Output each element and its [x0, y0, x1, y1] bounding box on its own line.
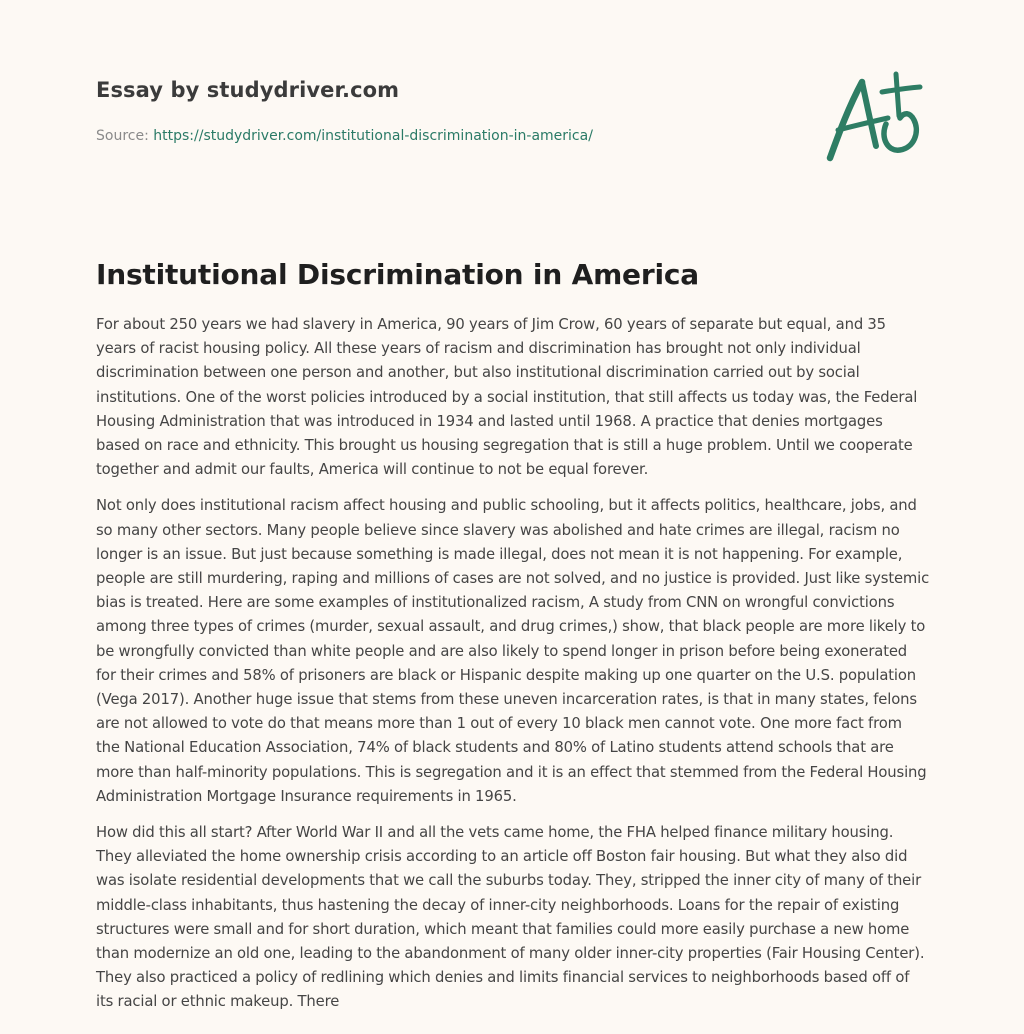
source-link[interactable]: https://studydriver.com/institutional-discrimination-in-america/ [153, 128, 593, 144]
a-plus-logo-graphic [820, 68, 930, 168]
essay-body [96, 313, 930, 1027]
essay-paragraph-2: Not only does institutional racism affect housing and public schooling, but it affects politics, healthcare, jobs, and so many other sectors. Many people believe since slavery was abolished and hate crimes are illegal, racism no longer is an issue. But just because something is made illegal, does not mean it is not happening. For example, people are still murdering, raping and millions of cases are not solved, and no justice is provided. Just like systemic bias is treated. Here are some examples of institutionalized racism, A study from CNN on wrongful convictions among three types of crimes (murder, sexual assault, and drug crimes,) show, that black people are more likely to be wrongfully convicted than white people and are also likely to spend longer in prison before being exonerated for their crimes and 58% of prisoners are black or Hispanic despite making up one quarter on the U.S. population (Vega 2017). Another huge issue that stems from these uneven incarceration rates, is that in many states, felons are not allowed to vote do that means more than 1 out of every 10 black men cannot vote. One more fact from the National Education Association, 74% of black students and 80% of Latino students attend schools that are more than half-minority populations. This is segregation and it is an effect that stemmed from the Federal Housing Administration Mortgage Insurance requirements in 1965. [96, 497, 930, 805]
essay-title: Institutional Discrimination in America [96, 258, 699, 291]
source-line [96, 126, 796, 146]
source-label: Source: [96, 128, 149, 144]
essay-paragraph-3: How did this all start? After World War II and all the vets came home, the FHA helped finance military housing. They alleviated the home ownership crisis according to an article off Boston fair housing. But what they also did was isolate residential developments that we call the suburbs today. They, stripped the inner city of many of their middle-class inhabitants, thus hastening the decay of inner-city neighborhoods. Loans for the repair of existing structures were small and for short duration, which meant that families could more easily purchase a new home than modernize an old one, leading to the abandonment of many older inner-city properties (Fair Housing Center). They also practiced a policy of redlining which denies and limits financial services to neighborhoods based off of its racial or ethnic makeup. There [96, 824, 925, 1011]
page-header [96, 76, 796, 146]
essay-paragraph-1: For about 250 years we had slavery in America, 90 years of Jim Crow, 60 years of separate but equal, and 35 years of racist housing policy. All these years of racism and discrimination has brought not only individual discrimination between one person and another, but also institutional discrimination carried out by social institutions. One of the worst policies introduced by a social institution, that still affects us today was, the Federal Housing Administration that was introduced in 1934 and lasted until 1968. A practice that denies mortgages based on race and ethnicity. This brought us housing segregation that is still a huge problem. Until we cooperate together and admit our faults, America will continue to not be equal forever. [96, 316, 918, 479]
essay-source-brand: Essay by studydriver.com [96, 78, 400, 102]
a-plus-logo-icon [820, 68, 930, 168]
